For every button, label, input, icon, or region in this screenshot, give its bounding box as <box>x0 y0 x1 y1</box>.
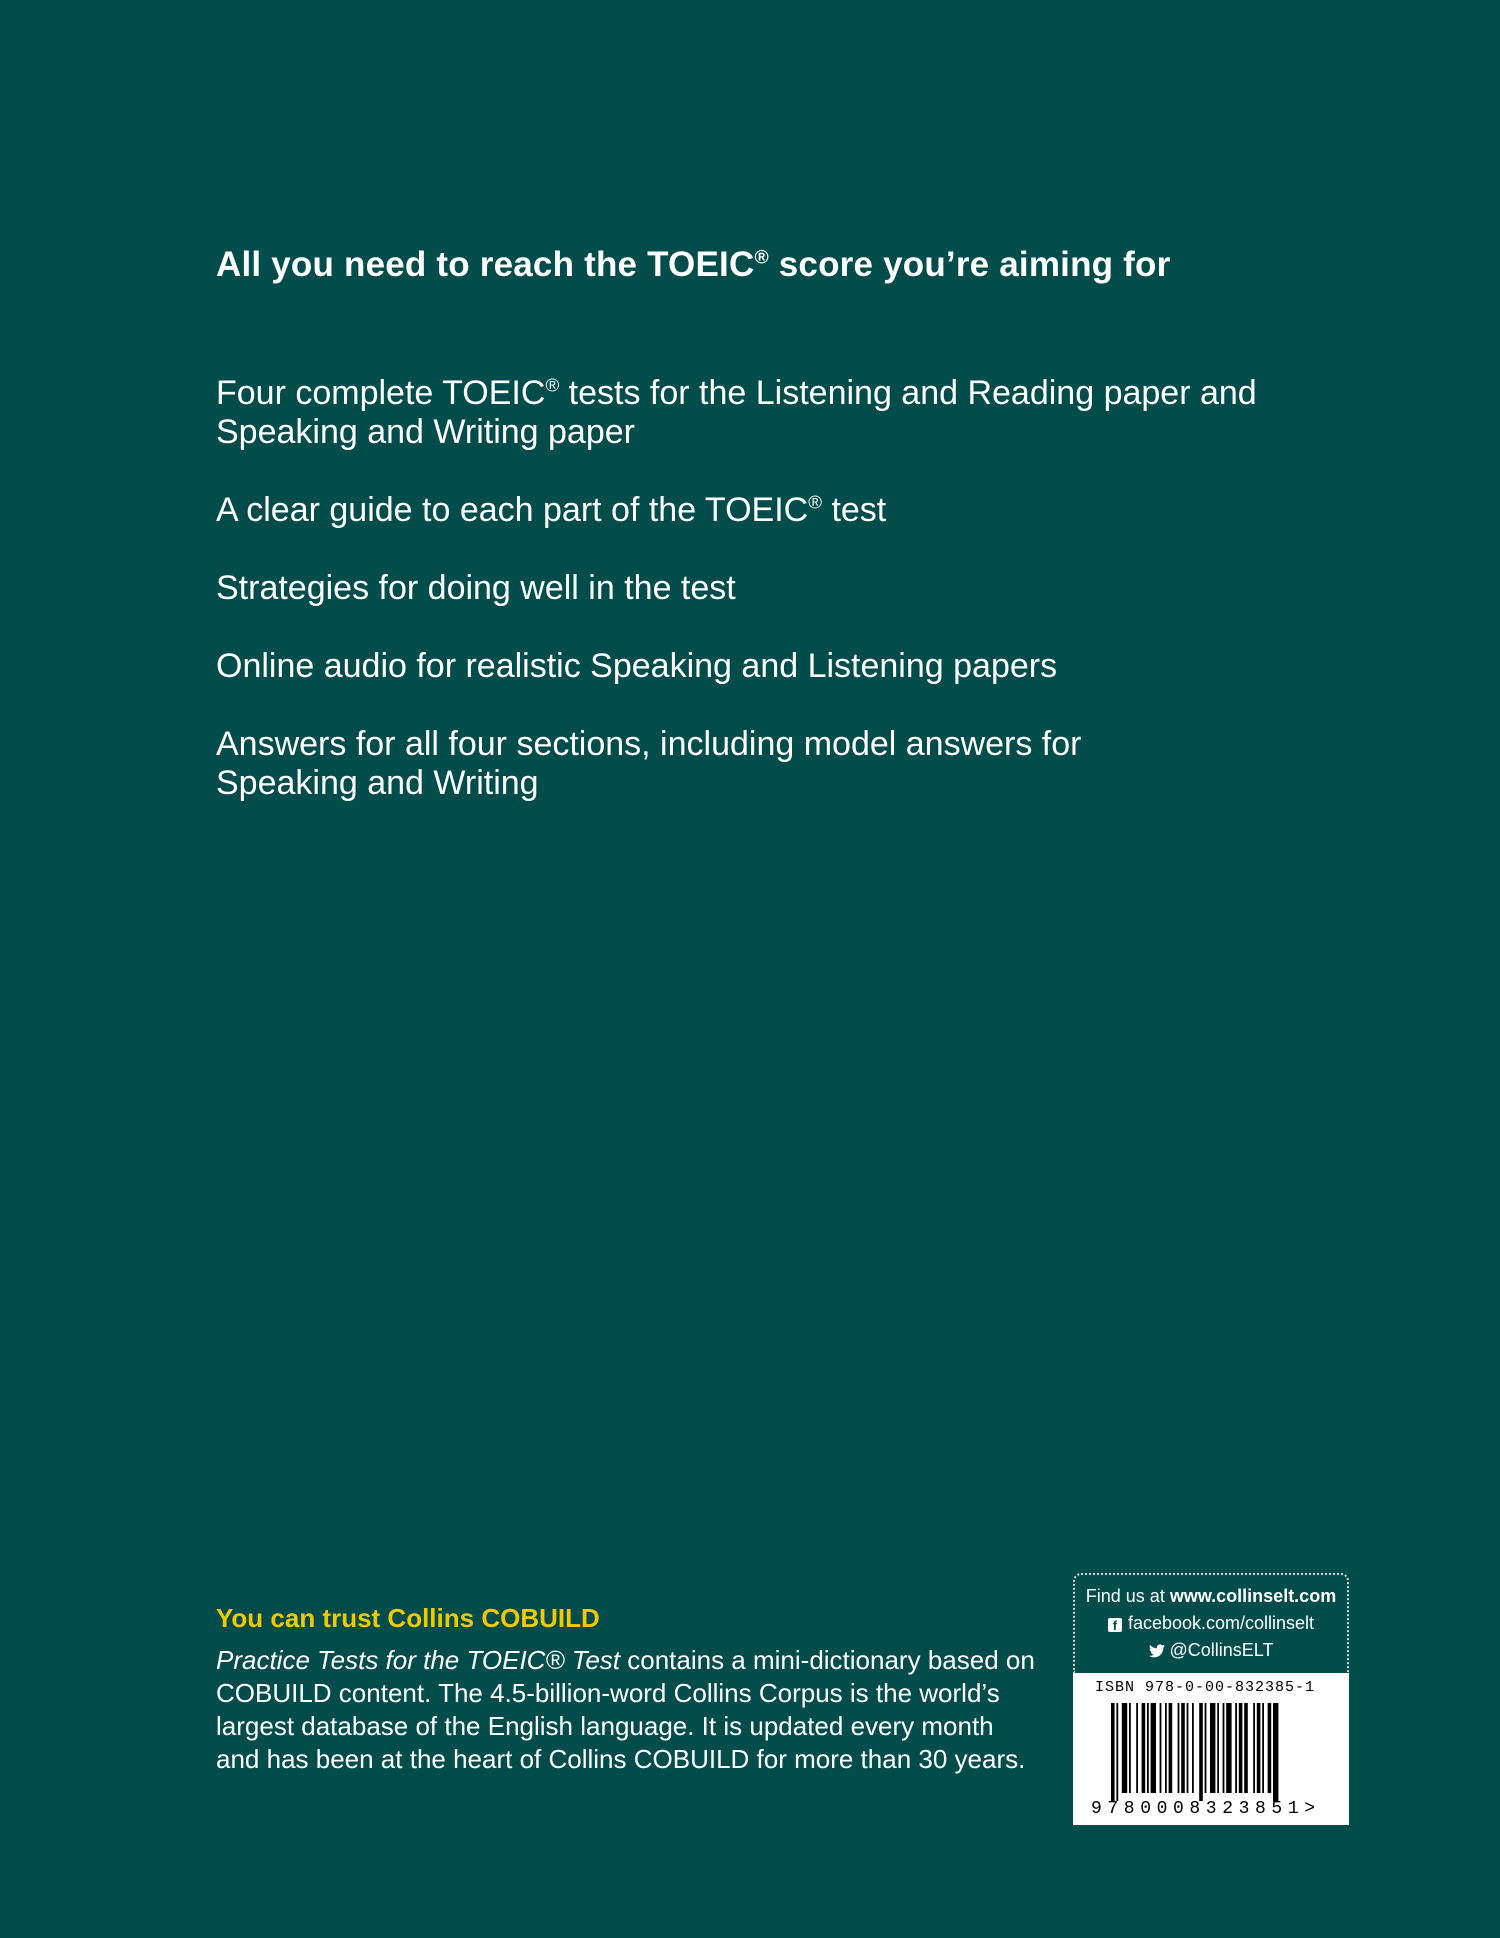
barcode-bar <box>1199 1703 1203 1801</box>
headline <box>216 245 1170 285</box>
barcode-bar <box>1129 1703 1131 1793</box>
barcode-bar <box>1235 1703 1237 1793</box>
feature-text-end: test <box>822 491 887 529</box>
barcode-bar <box>1210 1703 1215 1793</box>
barcode-bar <box>1122 1703 1127 1793</box>
twitter-handle[interactable]: @CollinsELT <box>1169 1640 1274 1660</box>
feature-text: Online audio for realistic Speaking and Listening papers <box>216 647 1058 685</box>
website-link[interactable]: www.collinselt.com <box>1169 1586 1337 1606</box>
barcode-bar <box>1262 1703 1264 1793</box>
barcode-bar <box>1268 1703 1272 1793</box>
barcode-bars <box>1111 1703 1317 1801</box>
barcode <box>1073 1673 1349 1825</box>
barcode-bar <box>1181 1703 1185 1793</box>
barcode-bar <box>1136 1703 1138 1793</box>
barcode-bar <box>1160 1703 1162 1793</box>
trust-body <box>216 1644 1056 1776</box>
trust-line2: COBUILD content. The 4.5-billion-word Collins Corpus is the world’s <box>216 1678 1000 1708</box>
barcode-bar <box>1226 1703 1231 1793</box>
feature-text: Strategies for doing well in the test <box>216 569 736 607</box>
feature-text: A clear guide to each part of the TOEIC <box>216 491 809 529</box>
trust-section <box>216 1603 1056 1776</box>
twitter-line <box>1075 1637 1347 1664</box>
headline-text-end: score you’re aiming for <box>768 245 1171 284</box>
trust-line1: contains a mini-dictionary based on <box>620 1645 1035 1675</box>
feature-item <box>216 569 1276 608</box>
barcode-bar <box>1165 1703 1167 1793</box>
feature-item <box>216 725 1276 803</box>
twitter-icon <box>1149 1644 1165 1658</box>
feature-item <box>216 647 1276 686</box>
barcode-bar <box>1205 1703 1207 1793</box>
barcode-bar <box>1142 1703 1146 1793</box>
barcode-bar <box>1147 1703 1149 1793</box>
barcode-bar <box>1257 1703 1261 1793</box>
trust-line4: and has been at the heart of Collins COBUILD for more than 30 years. <box>216 1744 1026 1774</box>
feature-text-line2: Speaking and Writing <box>216 764 539 802</box>
headline-text: All you need to reach the TOEIC <box>216 245 755 284</box>
feature-text-line2: Speaking and Writing paper <box>216 413 635 451</box>
barcode-bar <box>1273 1703 1278 1801</box>
barcode-bar <box>1192 1703 1194 1793</box>
feature-item <box>216 374 1276 452</box>
facebook-icon: f <box>1108 1618 1122 1632</box>
feature-item <box>216 491 1276 530</box>
isbn-label: ISBN 978-0-00-832385-1 <box>1095 1679 1316 1696</box>
feature-text: Four complete TOEIC <box>216 374 546 412</box>
barcode-bar <box>1111 1703 1115 1801</box>
feature-text: Answers for all four sections, including model answers for <box>216 725 1082 763</box>
trust-line3: largest database of the English language. It is updated every month <box>216 1711 994 1741</box>
barcode-bar <box>1223 1703 1225 1793</box>
trust-title: You can trust Collins COBUILD <box>216 1603 600 1633</box>
find-label: Find us at <box>1085 1586 1170 1606</box>
feature-list <box>216 374 1276 842</box>
registered-mark: ® <box>808 491 822 513</box>
barcode-bar <box>1151 1703 1156 1793</box>
website-line <box>1075 1583 1347 1610</box>
barcode-bar <box>1178 1703 1180 1793</box>
barcode-bar <box>1239 1703 1243 1793</box>
facebook-link[interactable]: facebook.com/collinselt <box>1127 1613 1315 1633</box>
book-title: Practice Tests for the TOEIC® Test <box>216 1645 621 1675</box>
barcode-bar <box>1244 1703 1248 1793</box>
barcode-bar <box>1187 1703 1189 1793</box>
barcode-bar <box>1169 1703 1173 1793</box>
registered-mark: ® <box>754 247 769 269</box>
ean-digits: 9780008323851> <box>1091 1799 1321 1819</box>
feature-text-end: tests for the Listening and Reading paper and <box>559 374 1257 412</box>
barcode-bar <box>1217 1703 1219 1793</box>
facebook-line <box>1075 1610 1347 1637</box>
barcode-bar <box>1253 1703 1255 1793</box>
registered-mark: ® <box>545 374 560 396</box>
barcode-bar <box>1116 1703 1118 1801</box>
contact-box <box>1073 1573 1349 1673</box>
